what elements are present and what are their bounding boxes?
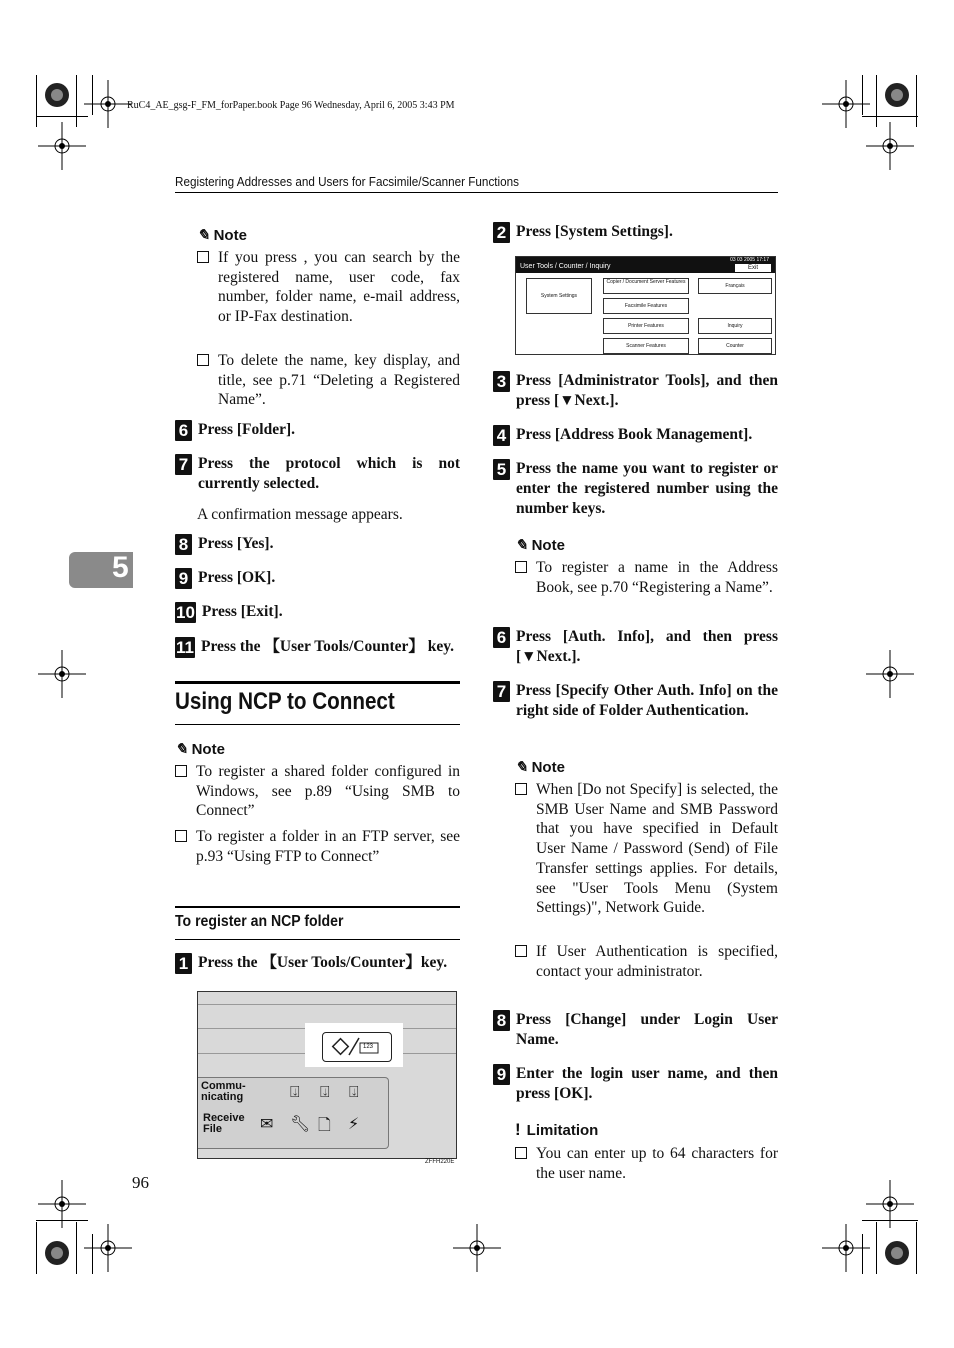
facsimile-features-button[interactable]: Facsimile Features — [603, 298, 689, 314]
note-heading: ✎ Note — [515, 759, 565, 776]
crosshair-icon — [38, 122, 86, 170]
pencil-icon: ✎ — [515, 537, 528, 554]
note-item: If User Authentication is specified, contact your administrator. — [515, 942, 778, 1004]
step-4: 4 Press [Address Book Management]. — [493, 425, 783, 446]
step-6: 6 Press [Auth. Info], and then press [▼Next.]. — [493, 627, 778, 667]
step-7: 7 Press the protocol which is not currently selected. — [175, 454, 460, 494]
counter-button[interactable]: Counter — [698, 338, 772, 354]
step-6: 6 Press [Folder]. — [175, 420, 460, 441]
checkbox-bullet-icon — [175, 765, 187, 777]
system-settings-button[interactable]: System Settings — [526, 278, 592, 314]
figure-code: ZFFH220E — [425, 1159, 455, 1165]
control-panel-figure — [197, 991, 457, 1159]
step-9: 9 Enter the login user name, and then press [OK]. — [493, 1064, 778, 1104]
network-icon: ⚡︎ — [348, 1116, 360, 1133]
wrench-icon: 🔧︎ — [290, 1116, 311, 1133]
step-10: 10 Press [Exit]. — [176, 603, 283, 622]
registration-target-icon — [33, 71, 81, 119]
checkbox-bullet-icon — [515, 561, 527, 573]
note-item: When [Do not Specify] is selected, the SMB User Name and SMB Password that you have specified in Default User Name / Password (Send) of File Transfer settings applies. For details, see "User Tools Menu (System Settings)", Network Guide. — [515, 780, 778, 940]
subsection-rule-bottom — [175, 939, 460, 940]
step-8: 8 Press [Yes]. — [175, 534, 460, 555]
registration-target-icon — [873, 71, 921, 119]
communicating-indicator-icon: ⍗ — [290, 1084, 300, 1101]
book-tag: RuC4_AE_gsg-F_FM_forPaper.book Page 96 Wednesday, April 6, 2005 3:43 PM — [127, 100, 455, 111]
section-rule-top — [175, 681, 460, 684]
note-heading: ✎ Note — [197, 227, 247, 244]
user-tools-screen — [515, 256, 776, 355]
limitation-item: You can enter up to 64 characters for the user name. — [515, 1144, 778, 1186]
pencil-icon: ✎ — [515, 759, 528, 776]
checkbox-bullet-icon — [197, 354, 209, 366]
copier-features-button[interactable]: Copier / Document Server Features — [603, 278, 689, 294]
receive-file-icon: ✉ — [260, 1116, 274, 1133]
checkbox-bullet-icon — [515, 1147, 527, 1159]
step-3: 3 Press [Administrator Tools], and then press [▼Next.]. — [493, 371, 778, 411]
user-tools-icon — [323, 1033, 391, 1061]
note-heading: ✎ Note — [515, 537, 565, 554]
subsection-title: To register an NCP folder — [175, 913, 344, 930]
note-item: If you press , you can search by the registered name, user code, fax number, folder name, e-mail address, or IP-Fax destination. — [197, 248, 460, 348]
registration-target-icon — [873, 1229, 921, 1277]
crosshair-icon — [866, 1180, 914, 1228]
note-heading: ✎ Note — [175, 741, 225, 758]
note-item: To register a folder in an FTP server, see p.93 “Using FTP to Connect” — [175, 827, 460, 889]
step-5: 5 Press the name you want to register or enter the registered number using the number keys. — [493, 459, 778, 519]
step-1: 1 Press the 【User Tools/Counter】key. — [175, 953, 465, 974]
receive-file-label: Receive File — [203, 1112, 245, 1135]
subsection-rule-top — [175, 906, 460, 908]
crosshair-icon — [453, 1224, 501, 1272]
communicating-indicator-icon: ⍗ — [349, 1084, 359, 1101]
document-icon: 🗋︎ — [318, 1117, 331, 1134]
note-item: To delete the name, key display, and title, see p.71 “Deleting a Registered Name”. — [197, 351, 460, 413]
step-7-result: A confirmation message appears. — [197, 506, 403, 523]
chapter-number: 5 — [112, 551, 129, 584]
step-2: 2 Press [System Settings]. — [493, 222, 783, 243]
running-header: Registering Addresses and Users for Facsimile/Scanner Functions — [175, 174, 520, 189]
crosshair-icon — [38, 1180, 86, 1228]
crosshair-icon — [866, 650, 914, 698]
step-11: 11 Press the 【User Tools/Counter】 key. — [176, 638, 455, 657]
checkbox-bullet-icon — [515, 783, 527, 795]
step-7: 7 Press [Specify Other Auth. Info] on the right side of Folder Authentication. — [493, 681, 778, 721]
crosshair-icon — [38, 650, 86, 698]
printer-features-button[interactable]: Printer Features — [603, 318, 689, 334]
inquiry-button[interactable]: Inquiry — [698, 318, 772, 334]
checkbox-bullet-icon — [197, 251, 209, 263]
section-rule-bottom — [175, 724, 460, 725]
checkbox-bullet-icon — [515, 945, 527, 957]
registration-target-icon — [33, 1229, 81, 1277]
crosshair-icon — [84, 80, 132, 128]
note-item: To register a name in the Address Book, see p.70 “Registering a Name”. — [515, 558, 778, 620]
pencil-icon: ✎ — [197, 227, 210, 244]
crosshair-icon — [84, 1224, 132, 1272]
crosshair-icon — [822, 80, 870, 128]
step-9: 9 Press [OK]. — [175, 568, 460, 589]
communicating-indicator-icon: ⍗ — [320, 1084, 330, 1101]
exit-button[interactable]: Exit — [735, 264, 771, 272]
screen-clock: 03 03 2005 17:17 — [730, 257, 769, 263]
note-item: To register a shared folder configured in Windows, see p.89 “Using SMB to Connect” — [175, 762, 460, 824]
communicating-label: Commu- nicating — [201, 1080, 246, 1103]
limitation-heading: ! Limitation — [515, 1120, 599, 1139]
language-button[interactable]: Français — [698, 278, 772, 294]
step-8: 8 Press [Change] under Login User Name. — [493, 1010, 778, 1050]
crosshair-icon — [822, 1224, 870, 1272]
crosshair-icon — [866, 122, 914, 170]
user-tools-counter-key[interactable]: 123 — [322, 1032, 392, 1062]
header-rule — [175, 192, 778, 193]
screen-title: User Tools / Counter / Inquiry — [520, 263, 611, 270]
checkbox-bullet-icon — [175, 830, 187, 842]
pencil-icon: ✎ — [175, 741, 188, 758]
exclamation-icon: ! — [515, 1120, 521, 1139]
section-title: Using NCP to Connect — [175, 688, 395, 715]
scanner-features-button[interactable]: Scanner Features — [603, 338, 689, 354]
page-number: 96 — [132, 1173, 149, 1192]
